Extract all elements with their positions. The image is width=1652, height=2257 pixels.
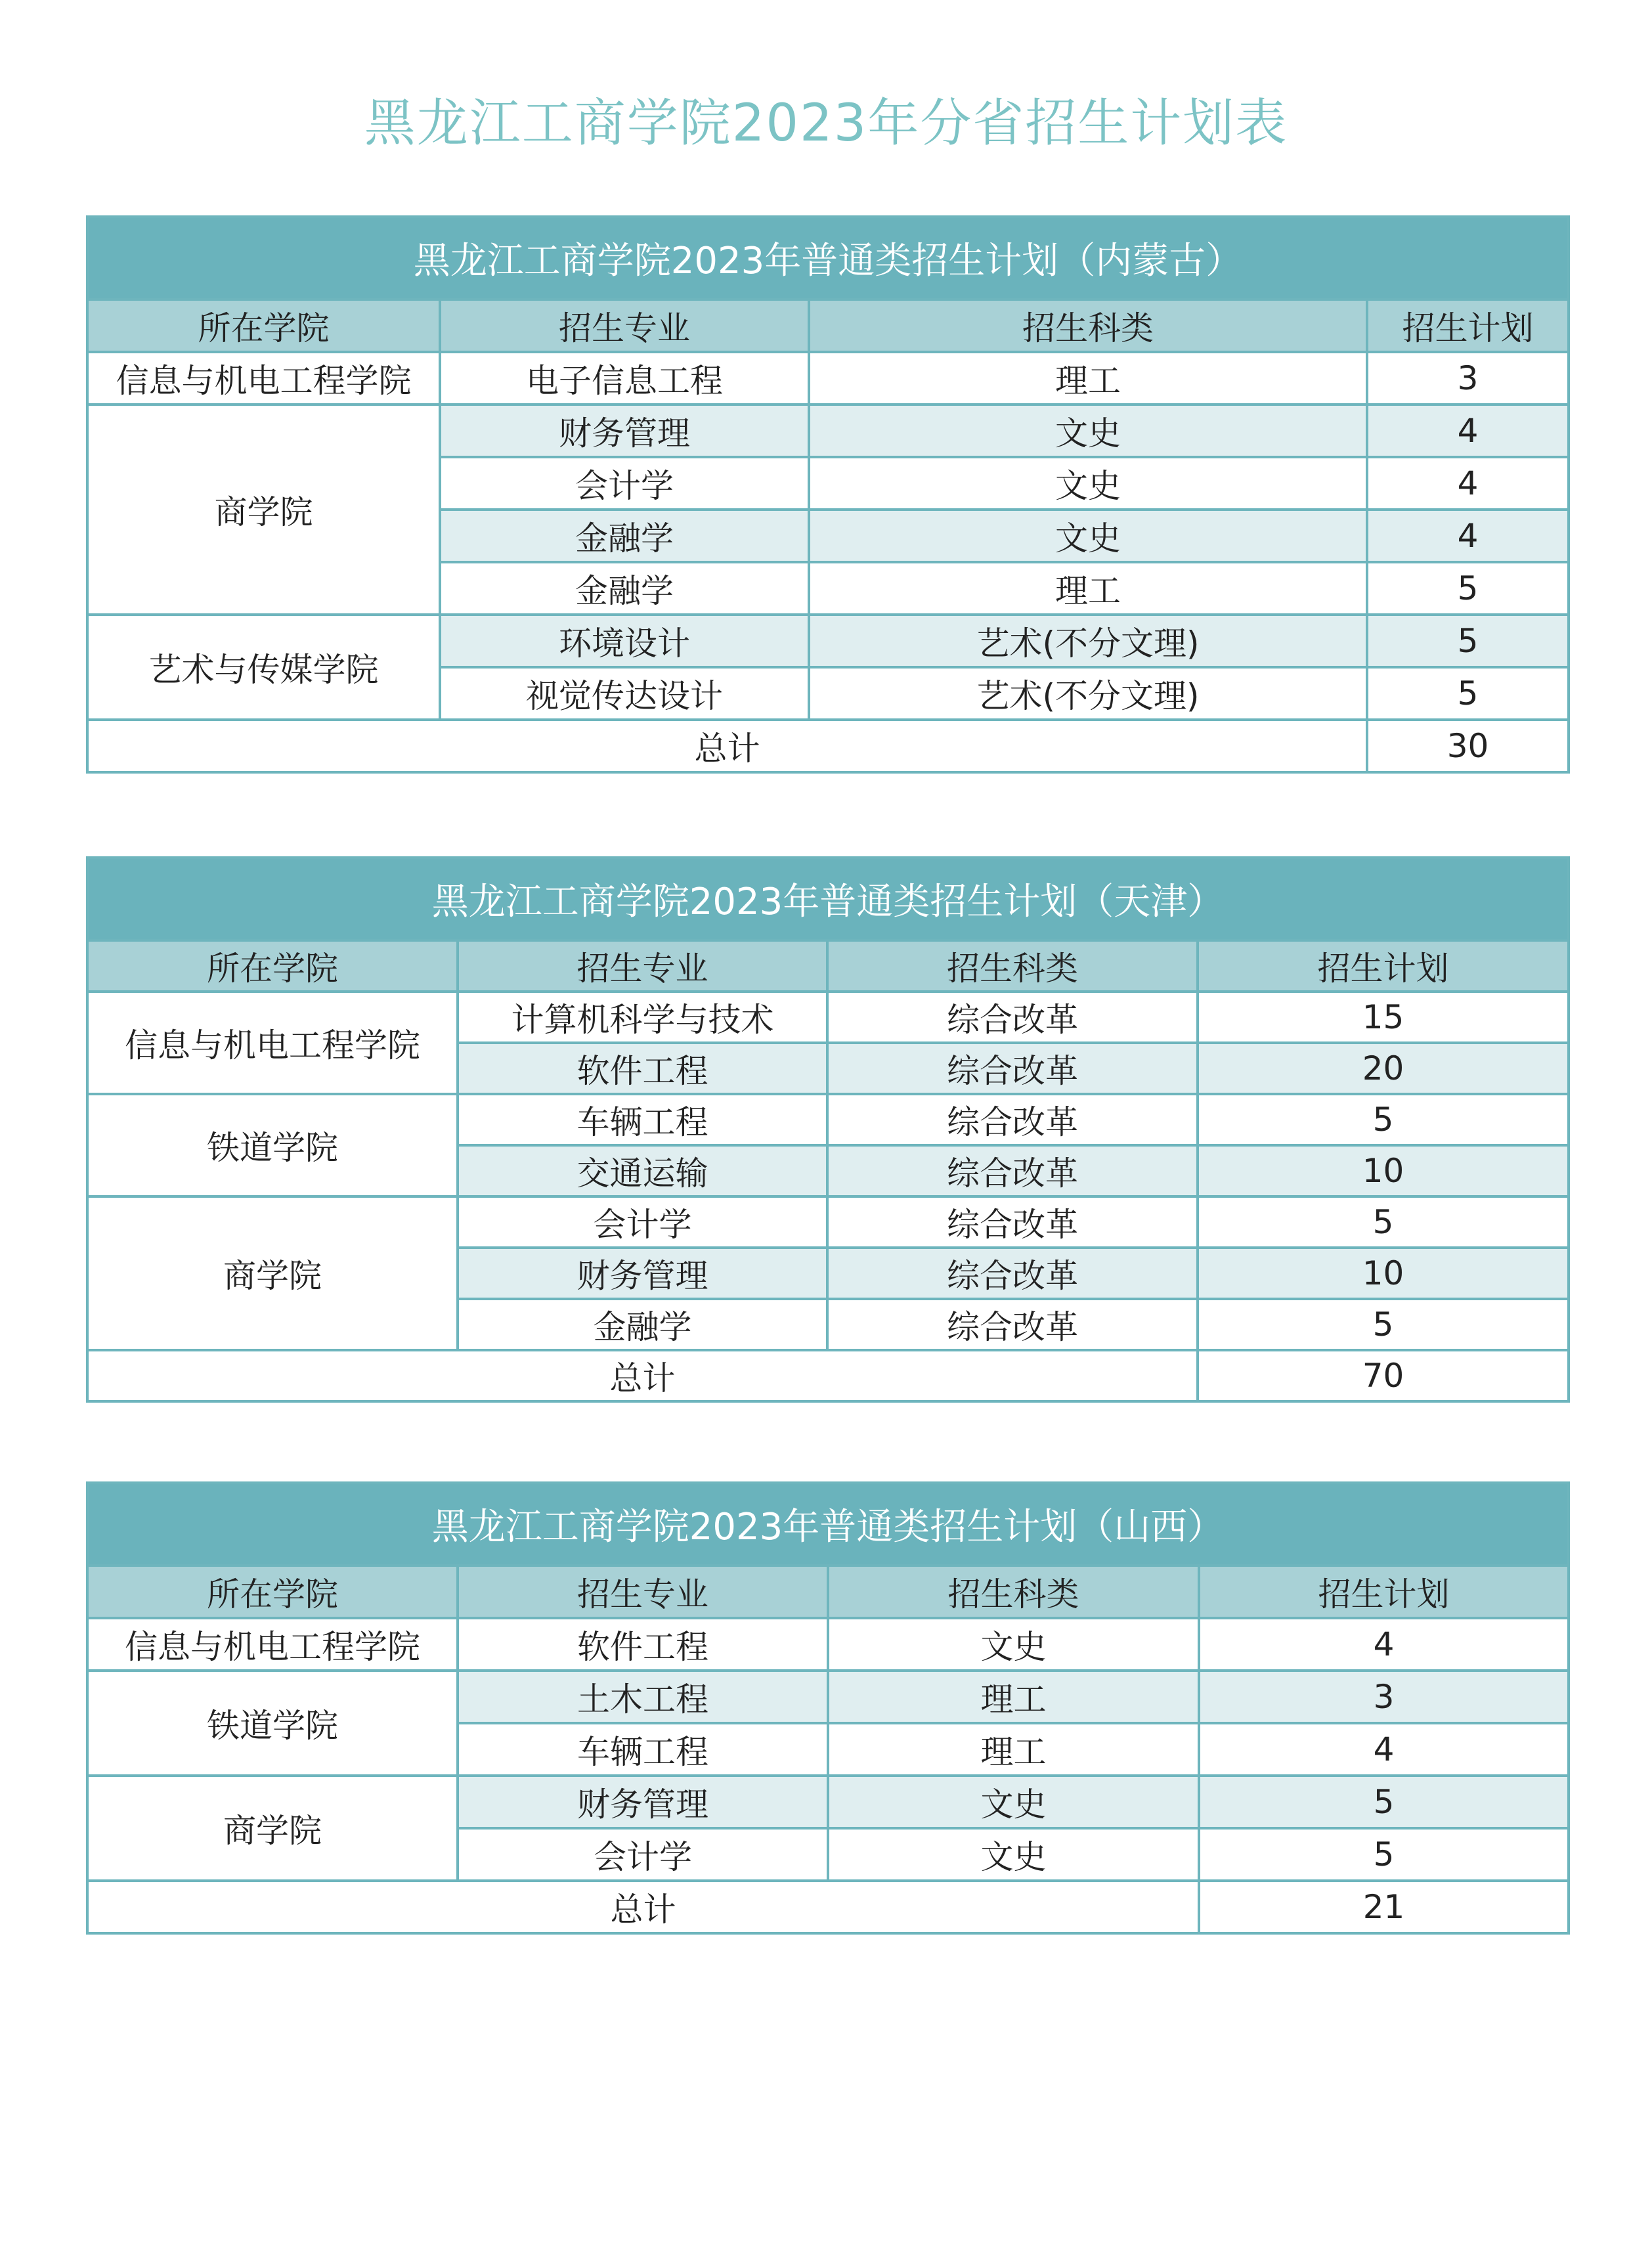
plan-cell: 4: [1199, 1618, 1569, 1671]
plan-cell: 4: [1199, 1723, 1569, 1776]
enrollment-table-inner-mongolia: [86, 215, 1570, 774]
column-header-plan: 招生计划: [1198, 940, 1569, 992]
college-cell: 商学院: [87, 1196, 458, 1350]
category-cell: 综合改革: [827, 1043, 1198, 1094]
major-cell: 交通运输: [458, 1145, 827, 1196]
major-cell: 土木工程: [458, 1671, 828, 1723]
page-title: 黑龙江工商学院2023年分省招生计划表: [364, 94, 1288, 153]
total-label: 总计: [87, 720, 1367, 772]
column-header-category: 招生科类: [809, 299, 1367, 352]
table-title: 黑龙江工商学院2023年普通类招生计划（天津）: [87, 858, 1569, 940]
major-cell: 环境设计: [440, 615, 809, 667]
table-title: 黑龙江工商学院2023年普通类招生计划（内蒙古）: [87, 217, 1569, 299]
plan-cell: 5: [1367, 615, 1569, 667]
total-row: [87, 1881, 1569, 1933]
plan-cell: 4: [1367, 457, 1569, 510]
major-cell: 金融学: [440, 562, 809, 615]
category-cell: 综合改革: [827, 1196, 1198, 1248]
total-row: [87, 1350, 1569, 1401]
plan-cell: 5: [1199, 1828, 1569, 1881]
major-cell: 软件工程: [458, 1618, 828, 1671]
enrollment-table-tianjin: [86, 856, 1570, 1403]
category-cell: 理工: [809, 562, 1367, 615]
table-row: [87, 1196, 1569, 1248]
plan-cell: 5: [1198, 1299, 1569, 1350]
total-label: 总计: [87, 1881, 1199, 1933]
major-cell: 车辆工程: [458, 1723, 828, 1776]
major-cell: 电子信息工程: [440, 352, 809, 405]
column-header-college: 所在学院: [87, 940, 458, 992]
category-cell: 艺术(不分文理): [809, 667, 1367, 720]
column-header-college: 所在学院: [87, 1566, 458, 1618]
major-cell: 金融学: [458, 1299, 827, 1350]
category-cell: 文史: [809, 510, 1367, 562]
category-cell: 理工: [809, 352, 1367, 405]
major-cell: 车辆工程: [458, 1094, 827, 1145]
plan-cell: 20: [1198, 1043, 1569, 1094]
major-cell: 财务管理: [458, 1248, 827, 1299]
table-row: [87, 352, 1569, 405]
column-header-plan: 招生计划: [1367, 299, 1569, 352]
college-cell: 信息与机电工程学院: [87, 1618, 458, 1671]
category-cell: 文史: [828, 1618, 1199, 1671]
category-cell: 综合改革: [827, 1145, 1198, 1196]
plan-cell: 5: [1367, 667, 1569, 720]
category-cell: 综合改革: [827, 992, 1198, 1043]
column-header-plan: 招生计划: [1199, 1566, 1569, 1618]
total-label: 总计: [87, 1350, 1198, 1401]
plan-cell: 5: [1198, 1094, 1569, 1145]
total-value: 30: [1367, 720, 1569, 772]
college-cell: 信息与机电工程学院: [87, 352, 440, 405]
table-row: [87, 1671, 1569, 1723]
category-cell: 文史: [828, 1828, 1199, 1881]
table-row: [87, 992, 1569, 1043]
category-cell: 综合改革: [827, 1299, 1198, 1350]
plan-cell: 4: [1367, 510, 1569, 562]
category-cell: 文史: [809, 457, 1367, 510]
table-row: [87, 1776, 1569, 1828]
column-header-major: 招生专业: [440, 299, 809, 352]
enrollment-table-shanxi: [86, 1481, 1570, 1935]
plan-cell: 3: [1199, 1671, 1569, 1723]
table-row: [87, 1618, 1569, 1671]
category-cell: 艺术(不分文理): [809, 615, 1367, 667]
plan-cell: 15: [1198, 992, 1569, 1043]
college-cell: 艺术与传媒学院: [87, 615, 440, 720]
major-cell: 软件工程: [458, 1043, 827, 1094]
category-cell: 综合改革: [827, 1248, 1198, 1299]
college-cell: 铁道学院: [87, 1094, 458, 1196]
major-cell: 金融学: [440, 510, 809, 562]
major-cell: 计算机科学与技术: [458, 992, 827, 1043]
major-cell: 财务管理: [458, 1776, 828, 1828]
table-title: 黑龙江工商学院2023年普通类招生计划（山西）: [87, 1483, 1569, 1566]
plan-cell: 4: [1367, 405, 1569, 457]
total-value: 70: [1198, 1350, 1569, 1401]
college-cell: 商学院: [87, 1776, 458, 1881]
column-header-category: 招生科类: [827, 940, 1198, 992]
category-cell: 理工: [828, 1723, 1199, 1776]
plan-cell: 5: [1367, 562, 1569, 615]
total-row: [87, 720, 1569, 772]
total-value: 21: [1199, 1881, 1569, 1933]
category-cell: 理工: [828, 1671, 1199, 1723]
college-cell: 商学院: [87, 405, 440, 615]
category-cell: 文史: [809, 405, 1367, 457]
category-cell: 综合改革: [827, 1094, 1198, 1145]
plan-cell: 5: [1199, 1776, 1569, 1828]
column-header-major: 招生专业: [458, 940, 827, 992]
column-header-college: 所在学院: [87, 299, 440, 352]
major-cell: 会计学: [458, 1828, 828, 1881]
major-cell: 财务管理: [440, 405, 809, 457]
column-header-category: 招生科类: [828, 1566, 1199, 1618]
college-cell: 信息与机电工程学院: [87, 992, 458, 1094]
category-cell: 文史: [828, 1776, 1199, 1828]
table-row: [87, 1094, 1569, 1145]
plan-cell: 3: [1367, 352, 1569, 405]
table-row: [87, 405, 1569, 457]
major-cell: 会计学: [440, 457, 809, 510]
plan-cell: 10: [1198, 1248, 1569, 1299]
plan-cell: 5: [1198, 1196, 1569, 1248]
column-header-major: 招生专业: [458, 1566, 828, 1618]
table-row: [87, 615, 1569, 667]
plan-cell: 10: [1198, 1145, 1569, 1196]
major-cell: 会计学: [458, 1196, 827, 1248]
major-cell: 视觉传达设计: [440, 667, 809, 720]
college-cell: 铁道学院: [87, 1671, 458, 1776]
